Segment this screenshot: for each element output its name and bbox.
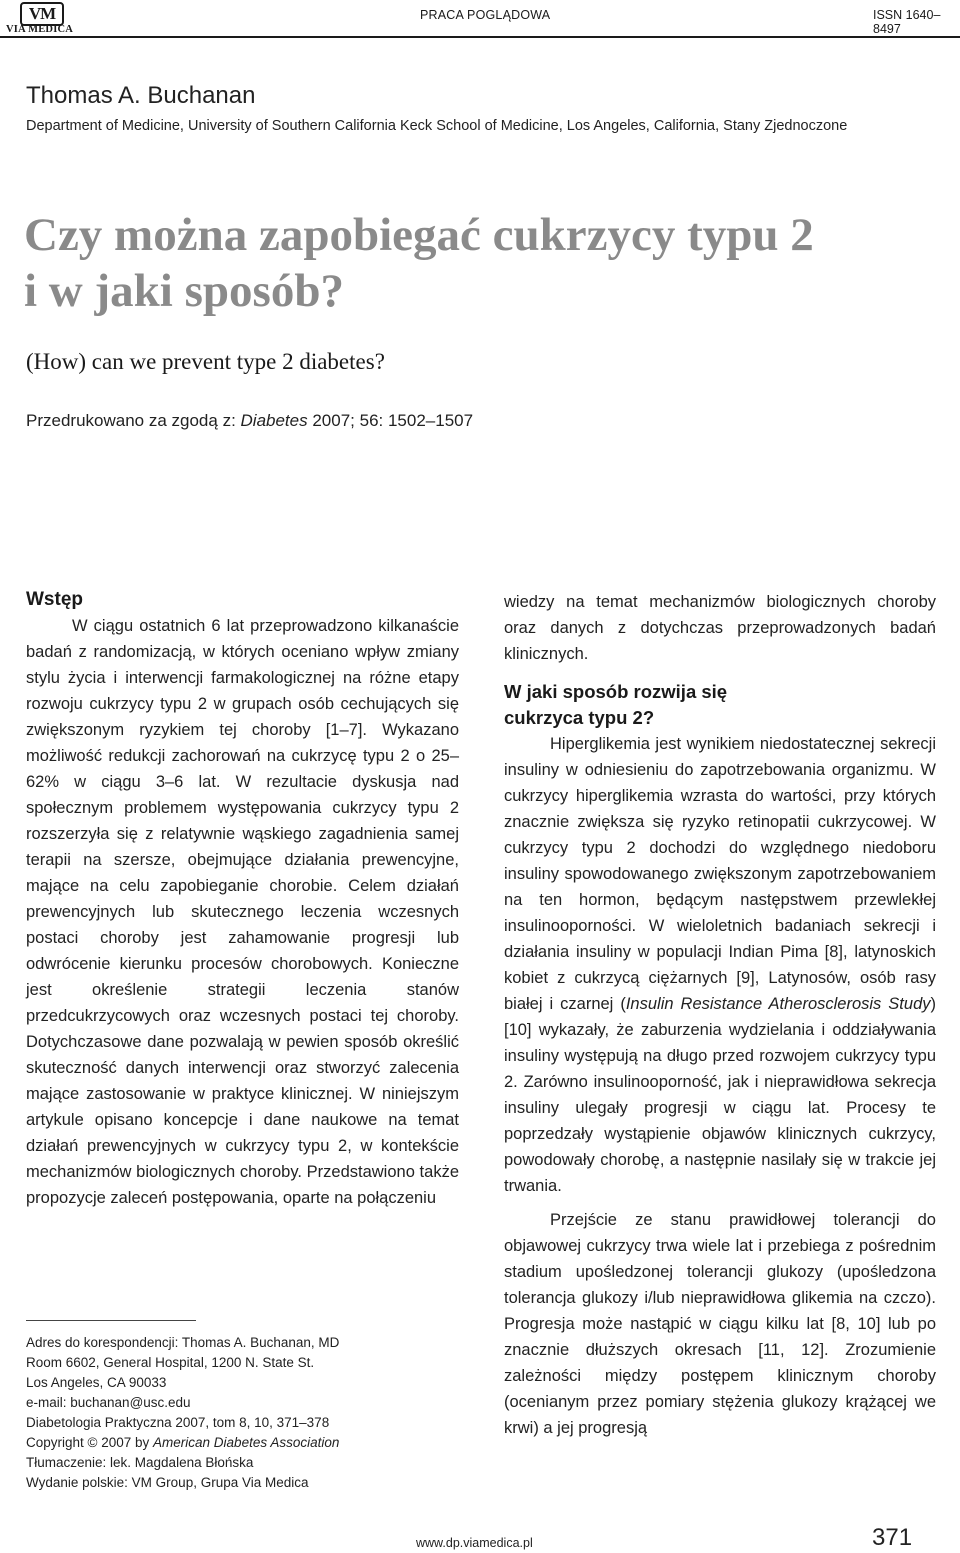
intro-paragraph: W ciągu ostatnich 6 lat przeprowadzono kilkanaście badań z randomizacją, w których oceniano wpływ zmiany stylu życia i interwencji farmakologicznej na różne etapy rozwoju cukrzycy typu 2 w grupach osób cechujących się zwiększonym ryzykiem tej choroby [1–7]. Wykazano możliwość redukcji zachorowań na cukrzycę typu 2 o 25–62% w ciągu 3–6 lat. W rezultacie dyskusja nad społecznym problemem występowania cukrzycy typu 2 rozszerzyła się z relatywnie wąskiego zagadnienia samej terapii na szersze, obejmujące działania prewencyjne, mające na celu zapobieganie chorobie. Celem działań prewencyjnych lub skutecznego leczenia wczesnych postaci choroby jest zahamowanie progresji lub odwrócenie kierunku procesów chorobowych. Konieczne jest określenie strategii leczenia stanów przedcukrzycowych oraz wczesnych postaci tej choroby. Dotychczasowe dane pozwalają w pewien sposób określić skuteczność danych interwencji oraz stworzyć zalecenia mające zastosowanie w praktyce klinicznej. W niniejszym artykule opisano koncepcje i dane naukowe na temat działań prewencyjnych w cukrzycy typu 2, w kontekście mechanizmów biologicznych choroby. Przedstawiono także propozycje zaleceń postępowania, oparte na połączeniu xyxy=(26,617,459,1207)
subheading-line-1: W jaki sposób rozwija się xyxy=(504,681,728,702)
english-title: (How) can we prevent type 2 diabetes? xyxy=(26,349,385,374)
footnote-line: Wydanie polskie: VM Group, Grupa Via Medica xyxy=(26,1475,309,1490)
footnote-line: Adres do korespondencji: Thomas A. Buchanan, MD xyxy=(26,1335,340,1350)
para2-text-b: ) [10] wykazały, że zaburzenia wydzielania i oddziaływania insuliny występują na długo przed rozwojem cukrzycy typu 2. Zarówno insulinooporność, jak i nieprawidłowa sekrecja insuliny ulegały progresji w ciągu lat. Procesy te poprzedzały wystąpienie objawów klinicznych cukrzycy, powodowały chorobę, a następnie nasilały się w trakcie jej trwania. xyxy=(504,995,936,1195)
section-heading-development xyxy=(504,679,936,731)
para2-text-a: Hiperglikemia jest wynikiem niedostatecznej sekrecji insuliny w odniesieniu do zapotrzebowania organizmu. W cukrzycy hiperglikemia wzrasta do wartości, przy których znacznie zwiększa się ryzyko retinopatii cukrzycowej. W cukrzycy typu 2 dochodzi do względnego niedoboru insuliny spowodowanego zwiększonym zapotrzebowaniem na ten hormon, będącym następstwem przewlekłej insulinooporności. W wieloletnich badaniach sekrecji i działania insuliny w populacji Indian Pima [8], latynoskich kobiet z cukrzycą ciężarnych [9], Latynosów, osób rasy białej i czarnej ( xyxy=(504,735,936,1013)
reprint-journal: Diabetes xyxy=(240,411,308,430)
footnote-divider xyxy=(26,1320,196,1321)
author-name: Thomas A. Buchanan xyxy=(26,82,256,109)
copyright-holder: American Diabetes Association xyxy=(153,1435,340,1450)
reprint-suffix: 2007; 56: 1502–1507 xyxy=(307,411,474,430)
right-paragraph-3: Przejście ze stanu prawidłowej tolerancji do objawowej cukrzycy trwa wiele lat i przebiega z pośrednim stadium upośledzonej tolerancji glukozy (upośledzona tolerancja glukozy i/lub nieprawidłowa glikemia na czczo). Progresja może nastąpić w ciągu kilku lat [8, 10] lub po znacznie dłuższych okresach [11, 12]. Zrozumienie zależności między postępem klinicznym choroby (ocenianym przez pomiary stężenia glukozy krążącej we krwi) a jej progresją xyxy=(504,1211,936,1437)
reprint-note xyxy=(26,411,473,431)
right-paragraph-1: wiedzy na temat mechanizmów biologicznych choroby oraz danych z dotychczas przeprowadzonych badań klinicznych. xyxy=(504,593,936,663)
footnote-line: Los Angeles, CA 90033 xyxy=(26,1375,167,1390)
footnote-line: Tłumaczenie: lek. Magdalena Błońska xyxy=(26,1455,254,1470)
page-number: 371 xyxy=(872,1524,913,1551)
logo-mark: VM xyxy=(20,2,64,26)
author-affiliation: Department of Medicine, University of Southern California Keck School of Medicine, Los Angeles, California, Stany Zjednoczone xyxy=(26,118,848,134)
footnote-copyright xyxy=(26,1433,466,1453)
correspondence-footnote xyxy=(26,1333,466,1493)
article-title xyxy=(24,207,924,319)
reprint-prefix: Przedrukowano za zgodą z: xyxy=(26,411,241,430)
journal-url: www.dp.viamedica.pl xyxy=(416,1536,533,1550)
title-line-2: i w jaki sposób? xyxy=(24,265,344,317)
para2-study-name: Insulin Resistance Atherosclerosis Study xyxy=(625,995,931,1013)
logo-text: VIA MEDICA xyxy=(6,24,74,35)
footnote-line: Diabetologia Praktyczna 2007, tom 8, 10, 371–378 xyxy=(26,1415,330,1430)
publisher-logo xyxy=(6,2,76,36)
issn: ISSN 1640–8497 xyxy=(873,8,941,36)
left-column xyxy=(26,613,459,1211)
subheading-line-2: cukrzyca typu 2? xyxy=(504,707,655,728)
right-paragraph-2 xyxy=(504,731,936,1199)
section-heading-intro: Wstęp xyxy=(26,589,83,610)
article-category: PRACA POGLĄDOWA xyxy=(420,8,551,22)
footnote-email: e-mail: buchanan@usc.edu xyxy=(26,1395,191,1410)
copyright-prefix: Copyright © 2007 by xyxy=(26,1435,154,1450)
title-line-1: Czy można zapobiegać cukrzycy typu 2 xyxy=(24,209,814,261)
footnote-line: Room 6602, General Hospital, 1200 N. State St. xyxy=(26,1355,315,1370)
right-column xyxy=(504,589,936,1441)
header-divider xyxy=(0,36,960,38)
